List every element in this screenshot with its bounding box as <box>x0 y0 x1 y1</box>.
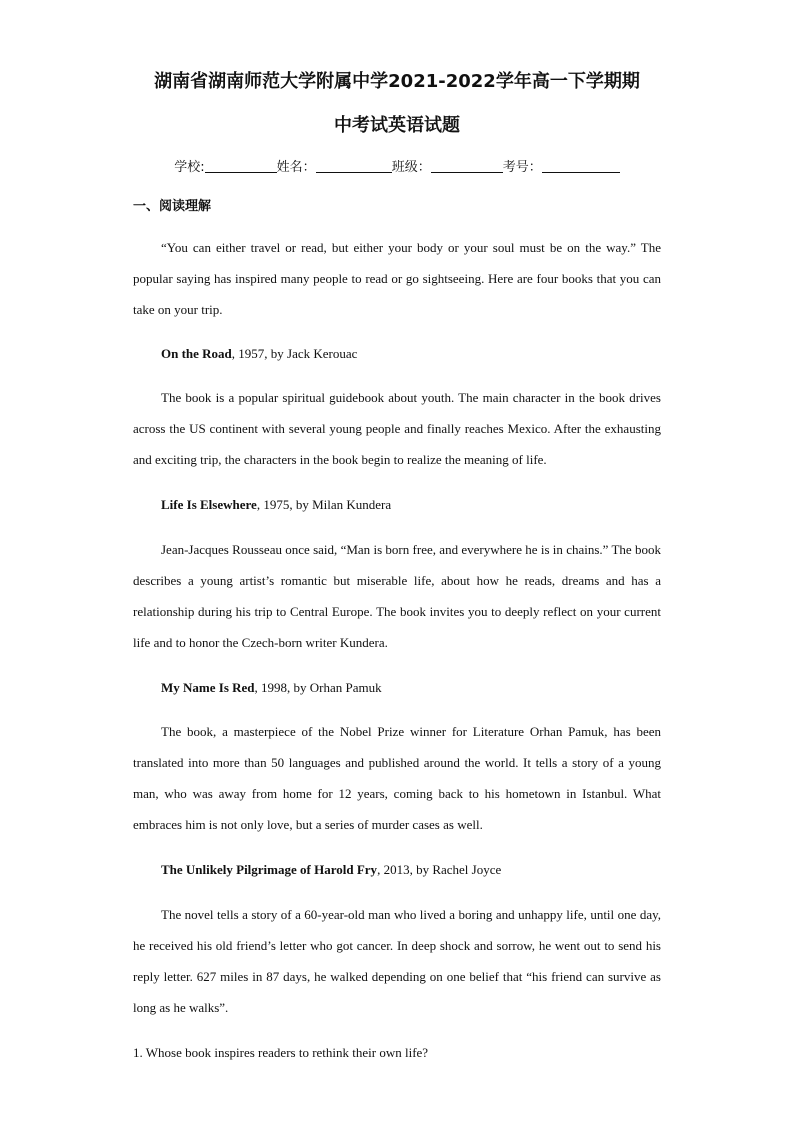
book-heading <box>161 860 501 880</box>
class-blank[interactable] <box>431 158 503 173</box>
book-description <box>133 716 661 840</box>
name-label: 姓名： <box>276 160 316 175</box>
book-heading <box>161 344 357 364</box>
book-meta: , 2013, by Rachel Joyce <box>377 862 502 877</box>
book-meta: , 1975, by Milan Kundera <box>256 497 392 512</box>
name-blank[interactable] <box>316 158 392 173</box>
book-title: Life Is Elsewhere <box>161 497 257 512</box>
book-heading <box>161 678 382 698</box>
book-description <box>133 382 661 475</box>
book-description <box>133 534 661 658</box>
book-description <box>133 899 661 1023</box>
passage-intro <box>133 232 661 325</box>
exam-number-blank[interactable] <box>542 158 620 173</box>
student-info-row <box>0 158 794 178</box>
page-title-continued: 中考试英语试题 <box>334 115 460 136</box>
class-label: 班级： <box>391 160 431 175</box>
number-label: 考号： <box>502 160 542 175</box>
book-description-paragraph: The novel tells a story of a 60-year-old man who lived a boring and unhappy life, until one day, he received his old friend’s letter who got cancer. In deep shock and sorrow, he went out to send his reply letter. 627 miles in 87 days, he walked depending on one belief that “his friend can survive as long as he walks”. <box>133 907 661 1015</box>
book-heading <box>161 495 391 515</box>
school-label: 学校: <box>174 160 205 175</box>
intro-paragraph: “You can either travel or read, but either your body or your soul must be on the way.” The popular saying has inspired many people to read or go sightseeing. Here are four books that you can take on your trip. <box>133 240 661 317</box>
school-blank[interactable] <box>205 158 277 173</box>
book-title: On the Road <box>161 346 232 361</box>
book-description-paragraph: The book, a masterpiece of the Nobel Prize winner for Literature Orhan Pamuk, has been translated into more than 50 languages and published around the world. It tells a story of a young man, who was away from home for 12 years, coming back to his hometown in Istanbul. What embraces him is not only love, but a series of murder cases as well. <box>133 724 661 832</box>
book-meta: , 1957, by Jack Kerouac <box>231 346 358 361</box>
book-title: The Unlikely Pilgrimage of Harold Fry <box>161 862 378 877</box>
book-meta: , 1998, by Orhan Pamuk <box>254 680 382 695</box>
section-heading: 一、阅读理解 <box>133 199 212 214</box>
book-title: My Name Is Red <box>161 680 255 695</box>
page-title: 湖南省湖南师范大学附属中学2021-2022学年高一下学期期 <box>154 71 640 92</box>
book-description-paragraph: Jean-Jacques Rousseau once said, “Man is born free, and everywhere he is in chains.” The book describes a young artist’s romantic but miserable life, about how he reads, dreams and has a relationship during his trip to Central Europe. The book invites you to deeply reflect on your current life and to honor the Czech-born writer Kundera. <box>133 542 661 650</box>
book-description-paragraph: The book is a popular spiritual guidebook about youth. The main character in the book drives across the US continent with several young people and finally reaches Mexico. After the exhausting and exciting trip, the characters in the book begin to realize the meaning of life. <box>133 390 661 467</box>
question-1: 1. Whose book inspires readers to rethink their own life? <box>133 1045 429 1060</box>
